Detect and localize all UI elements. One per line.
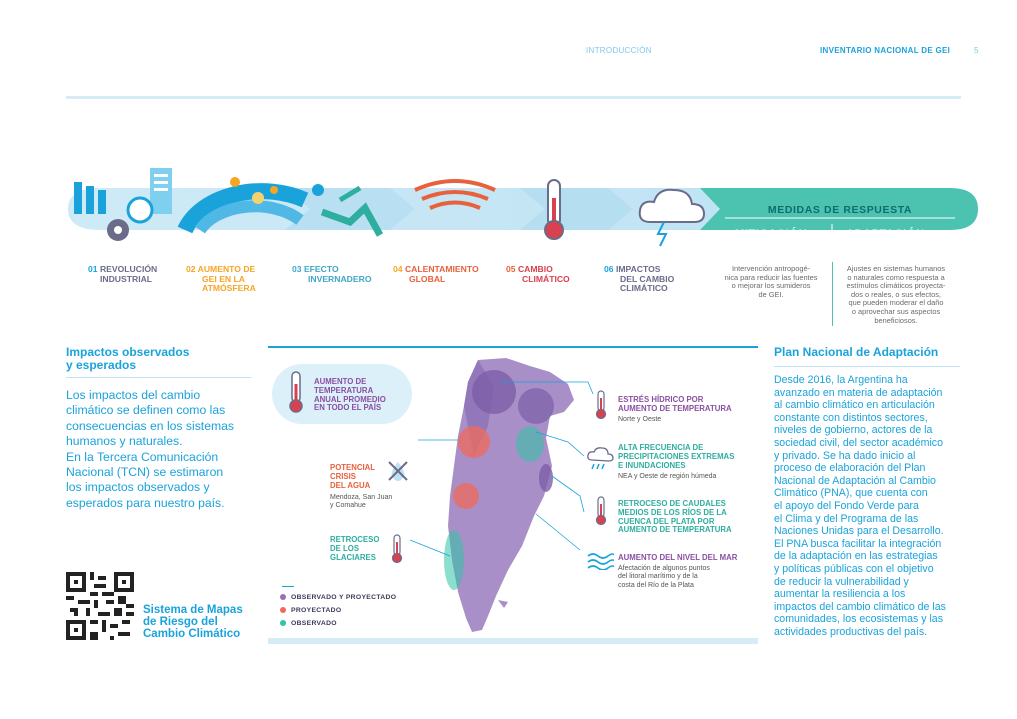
legend-observed: OBSERVADO xyxy=(280,620,337,627)
river-thermometer-icon xyxy=(594,496,608,526)
sea-level-description: Afectación de algunos puntos del litoral marítimo y de la costa del Río de la Plata xyxy=(618,565,710,589)
precipitation-title: ALTA FRECUENCIA DE PRECIPITACIONES EXTREMAS E INUNDACIONES xyxy=(618,443,735,470)
observed-zone-plata xyxy=(539,464,553,492)
step-greenhouse-effect: 03 EFECTO INVERNADERO xyxy=(292,264,372,284)
step-climate-impacts: 06 IMPACTOS DEL CAMBIO CLIMÁTICO xyxy=(604,264,675,293)
sea-waves-icon xyxy=(586,550,614,570)
page-number: 5 xyxy=(974,46,979,55)
pna-title-rule xyxy=(774,366,960,367)
qr-code[interactable] xyxy=(66,572,134,640)
rain-cloud-icon xyxy=(586,446,614,472)
response-title: MEDIDAS DE RESPUESTA xyxy=(767,204,913,216)
pna-body: Desde 2016, la Argentina ha avanzado en materia de adaptación al cambio climático en articulación constante con distintos sectores, niveles de gobierno, actores de la sociedad civil, del sector académico y privado. Se ha dado inicio al proceso de elaboración del Plan Nacional de Adaptación al Cambio Climático (PNA), que cuenta con el apoyo del Fondo Verde para el Clima y del Programa de las Naciones Unidas para el Desarrollo. El PNA busca facilitar la integración de la adaptación en las estrategias y políticas públicas con el objetivo de reducir la vulnerabilidad y aumentar la resiliencia a los impactos del cambio climático de las comunidades, los ecosistemas y las actividades productivas del país. xyxy=(774,374,946,638)
observed-zone-glaciers xyxy=(444,530,464,590)
step-climate-change: 05 CAMBIO CLIMÁTICO xyxy=(506,264,570,284)
water-crisis-location: Mendoza, San Juan y Comahue xyxy=(330,494,393,510)
legend-dot-purple xyxy=(280,594,286,600)
mitigation-label: MITIGACIÓN xyxy=(735,228,807,240)
impacts-title-rule xyxy=(66,377,251,378)
map-bottom-bar xyxy=(268,638,758,644)
legend-dot-orange xyxy=(280,607,286,613)
projected-zone-comahue xyxy=(453,483,479,509)
projected-zone-cuyo xyxy=(458,426,490,458)
water-stress-thermometer-icon xyxy=(594,390,608,420)
header-section-label: INTRODUCCIÓN xyxy=(586,46,652,55)
step-ghg-increase: 02 AUMENTO DE GEI EN LA ATMÓSFERA xyxy=(186,264,256,293)
header-divider xyxy=(66,96,961,99)
glaciers-thermometer-icon xyxy=(390,534,404,564)
water-stress-zone-northeast xyxy=(518,388,554,424)
observed-zone-nea xyxy=(516,426,544,462)
qr-label: Sistema de Mapas de Riesgo del Cambio Climático xyxy=(143,604,243,640)
legend-observed-projected: OBSERVADO Y PROYECTADO xyxy=(280,594,396,601)
legend-projected: PROYECTADO xyxy=(280,607,341,614)
water-stress-zone-north xyxy=(472,370,516,414)
temperature-callout-text: AUMENTO DE TEMPERATURA ANUAL PROMEDIO EN TODO EL PAÍS xyxy=(314,377,386,413)
mitigation-note: Intervención antropogé- nica para reducir las fuentes o mejorar los sumideros de GEI. xyxy=(724,264,818,299)
impacts-body: Los impactos del cambio climático se definen como las consecuencias en los sistemas humanos y naturales. En la Tercera Comunicación Nacional (TCN) se estimaron los impactos observados y esperados para nuestro país. xyxy=(66,388,235,510)
header-document-title: INVENTARIO NACIONAL DE GEI xyxy=(820,46,951,55)
step-global-warming: 04 CALENTAMIENTO GLOBAL xyxy=(393,264,479,284)
impacts-title: Impactos observados y esperados xyxy=(66,345,190,372)
adaptation-label: ADAPTACIÓN xyxy=(846,228,925,240)
malvinas-islands xyxy=(498,600,508,608)
pna-title: Plan Nacional de Adaptación xyxy=(774,345,939,359)
thermometer-icon xyxy=(545,180,563,239)
adaptation-note: Ajustes en sistemas humanos o naturales como respuesta a estímulos climáticos proyecta- dos o reales, o sus efectos, que pueden moderar el daño o aprovechar sus aspectos beneficiosos. xyxy=(846,264,946,325)
no-water-icon xyxy=(386,459,410,483)
glaciers-title: RETROCESO DE LOS GLACIARES xyxy=(330,535,380,562)
water-stress-title: ESTRÉS HÍDRICO POR AUMENTO DE TEMPERATURA xyxy=(618,395,732,413)
legend-rule xyxy=(282,586,294,587)
impacts-map-panel xyxy=(268,346,758,644)
sea-level-title: AUMENTO DEL NIVEL DEL MAR xyxy=(618,553,738,562)
temperature-thermometer-icon xyxy=(286,370,306,416)
water-crisis-title: POTENCIAL CRISIS DEL AGUA xyxy=(330,463,376,490)
water-stress-region: Norte y Oeste xyxy=(618,416,662,423)
legend-dot-teal xyxy=(280,620,286,626)
step-industrial-revolution: 01 REVOLUCIÓN INDUSTRIAL xyxy=(88,264,158,284)
response-divider xyxy=(832,262,833,326)
precipitation-region: NEA y Oeste de región húmeda xyxy=(618,473,717,480)
river-flow-title: RETROCESO DE CAUDALES MEDIOS DE LOS RÍOS DE LA CUENCA DEL PLATA POR AUMENTO DE TEMPERATURA xyxy=(618,499,732,535)
